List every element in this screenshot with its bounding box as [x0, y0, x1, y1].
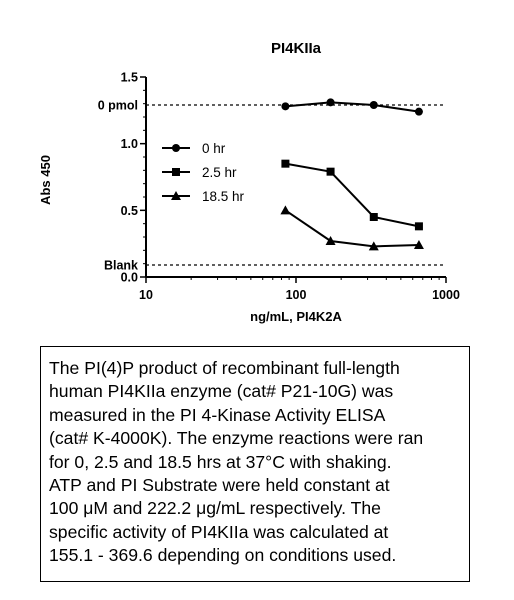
- data-point: [415, 108, 423, 116]
- caption-line: ATP and PI Substrate were held constant at: [49, 475, 390, 496]
- caption-box: [40, 346, 470, 582]
- y-tick-label: 1.0: [120, 137, 138, 152]
- legend-marker: [172, 168, 180, 176]
- caption-line: 100 μM and 222.2 μg/mL respectively. The: [49, 498, 381, 519]
- x-tick-label: 10: [139, 288, 153, 302]
- x-axis-label: ng/mL, PI4K2A: [250, 309, 342, 324]
- reference-label: Blank: [103, 258, 138, 273]
- caption-line: measured in the PI 4-Kinase Activity ELISA: [49, 404, 386, 425]
- data-point: [281, 102, 289, 110]
- caption-line: for 0, 2.5 and 18.5 hrs at 37°C with shaking.: [49, 451, 392, 472]
- data-point: [281, 160, 289, 168]
- legend-label: 18.5 hr: [202, 189, 245, 204]
- caption-line: 155.1 - 369.6 depending on conditions used.: [49, 545, 397, 566]
- data-point: [327, 98, 335, 106]
- caption-line: human PI4KIIa enzyme (cat# P21-10G) was: [49, 381, 394, 402]
- caption-line: (cat# K-4000K). The enzyme reactions were ran: [49, 428, 424, 449]
- data-point: [415, 222, 423, 230]
- y-tick-label: 1.5: [120, 70, 138, 85]
- series-line: [285, 164, 419, 227]
- chart-title: PI4KIIa: [270, 40, 322, 57]
- legend-label: 2.5 hr: [202, 165, 237, 180]
- y-tick-label: 0.5: [120, 203, 138, 218]
- series-line: [285, 210, 419, 246]
- x-tick-label: 1000: [432, 288, 460, 302]
- x-tick-label: 100: [285, 288, 307, 302]
- caption-line: specific activity of PI4KIIa was calculated at: [49, 521, 389, 542]
- reference-label: 0 pmol: [97, 98, 138, 113]
- data-point: [280, 205, 290, 214]
- y-tick-label: 0.0: [120, 270, 138, 285]
- data-point: [370, 213, 378, 221]
- y-axis-label: Abs 450: [38, 155, 53, 205]
- series-line: [285, 102, 419, 111]
- data-point: [370, 101, 378, 109]
- caption-line: The PI(4)P product of recombinant full-length: [49, 358, 400, 378]
- legend-label: 0 hr: [202, 141, 226, 156]
- data-point: [327, 168, 335, 176]
- legend-marker: [172, 144, 180, 152]
